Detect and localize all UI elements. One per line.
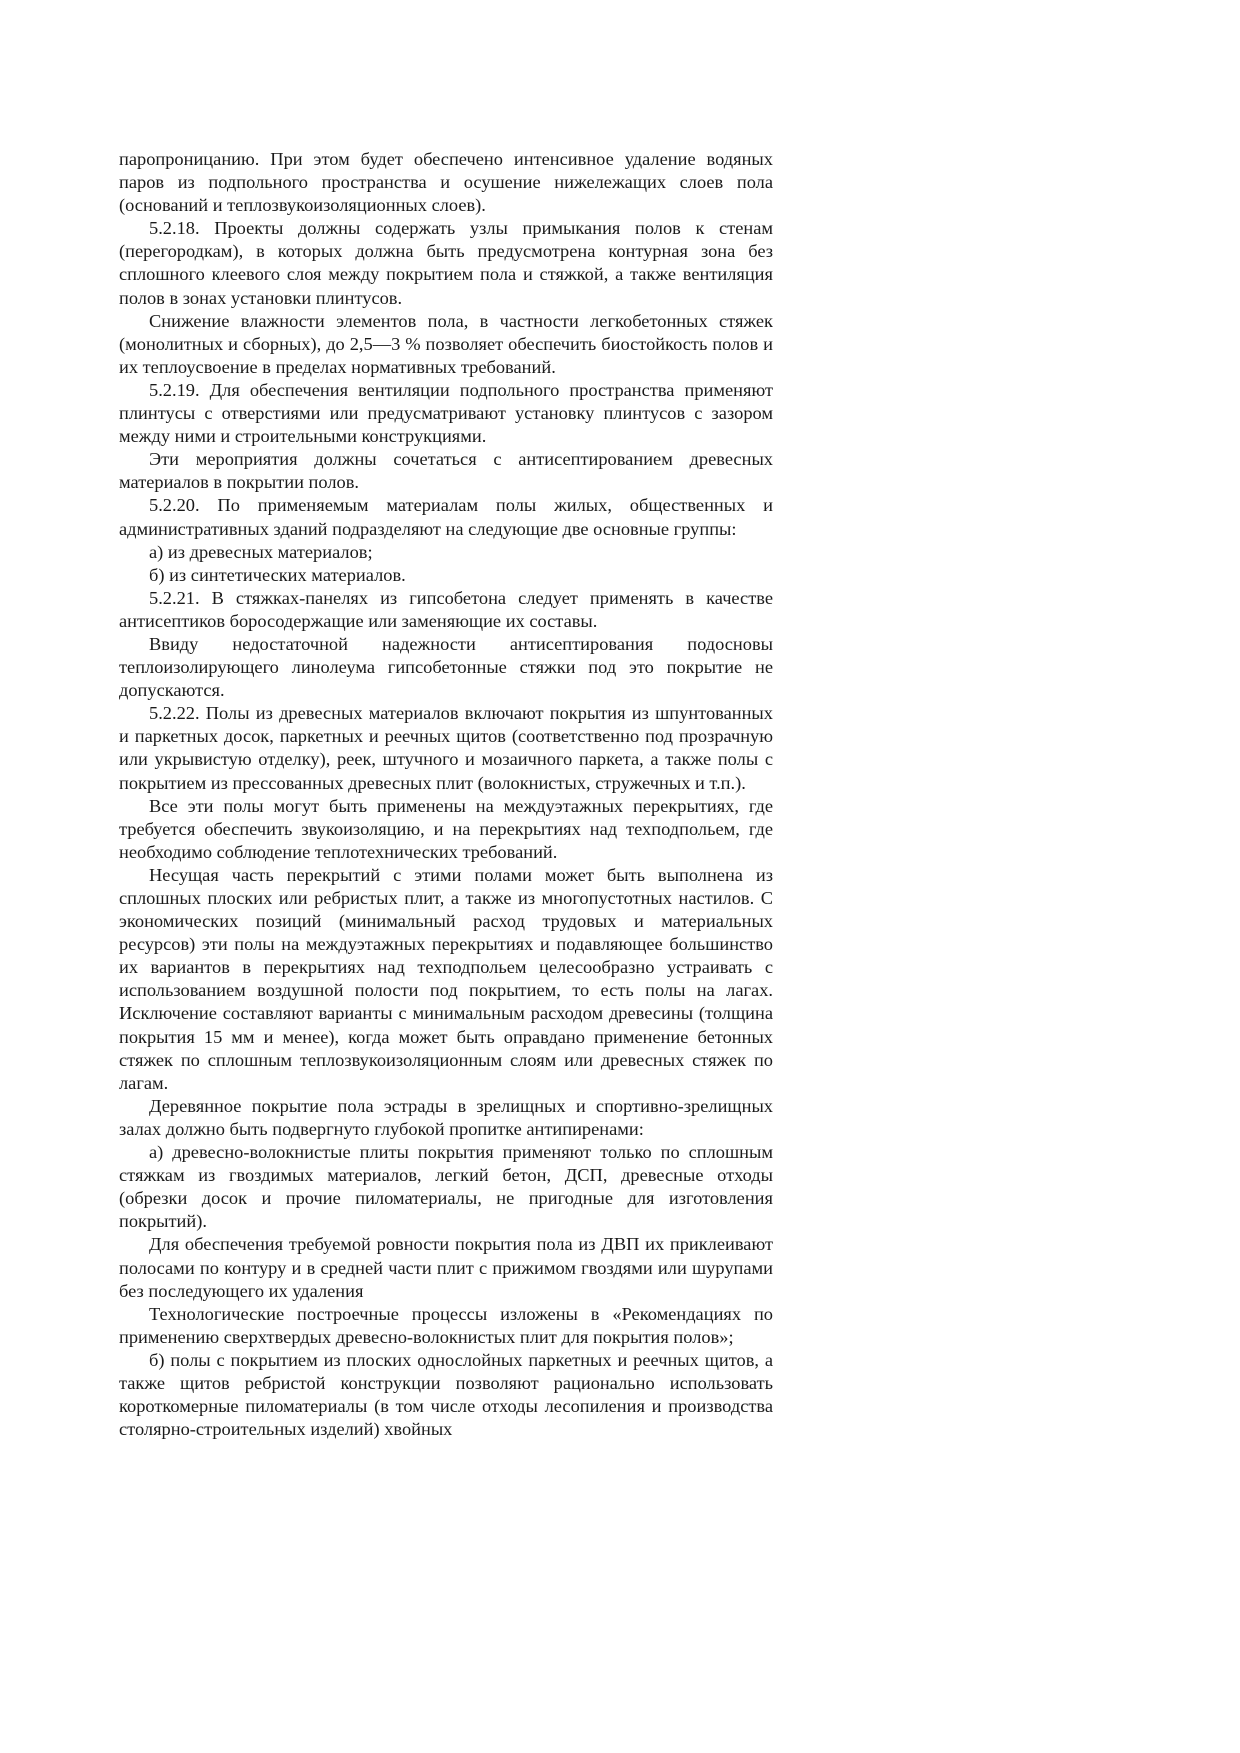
paragraph-recommendations: Технологические построечные процессы изложены в «Рекомендациях по применению сверхтвердых древесно-волокнистых плит для покрытия полов»; (119, 1303, 773, 1347)
list-item-wood-materials: а) из древесных материалов; (149, 541, 373, 562)
document-page (119, 148, 773, 1441)
paragraph-moisture-reduction: Снижение влажности элементов пола, в частности легкобетонных стяжек (монолитных и сборных), до 2,5—3 % позволяет обеспечить биостойкость полов и их теплоусвоение в пределах нормативных требований. (119, 310, 773, 377)
paragraph-5-2-20: 5.2.20. По применяемым материалам полы жилых, общественных и административных зданий подразделяют на следующие две основные группы: (119, 495, 773, 539)
paragraph-continuation: паропроницанию. При этом будет обеспечено интенсивное удаление водяных паров из подпольного пространства и осушение нижележащих слоев пола (оснований и теплозвукоизоляционных слоев). (119, 149, 773, 216)
paragraph-5-2-22: 5.2.22. Полы из древесных материалов включают покрытия из шпунтованных и паркетных досок, паркетных и реечных щитов (соответственно под прозрачную или укрывистую отделку), реек, штучного и мозаичного паркета, а также полы с покрытием из прессованных древесных плит (волокнистых, стружечных и т.п.). (119, 703, 773, 793)
list-item-parquet-panels: б) полы с покрытием из плоских однослойных паркетных и реечных щитов, а также щитов ребристой конструкции позволяют рационально использовать короткомерные пиломатериалы (в том числе отходы лесопиления и производства столярно-строительных изделий) хвойных (119, 1349, 773, 1440)
paragraph-load-bearing: Несущая часть перекрытий с этими полами может быть выполнена из сплошных плоских или ребристых плит, а также из многопустотных настилов. С экономических позиций (минимальный расход трудовых и материальных ресурсов) эти полы на междуэтажных перекрытиях и подавляющее большинство их вариантов в перекрытиях над техподпольем целесообразно устраивать с использованием воздушной полости под покрытием, то есть полы на лагах. Исключение составляют варианты с минимальным расходом древесины (толщина покрытия 15 мм и менее), когда может быть оправдано применение бетонных стяжек по сплошным теплозвукоизоляционным слоям или древесных стяжек по лагам. (119, 864, 773, 1093)
paragraph-5-2-18: 5.2.18. Проекты должны содержать узлы примыкания полов к стенам (перегородкам), в которых должна быть предусмотрена контурная зона без сплошного клеевого слоя между покрытием пола и стяжкой, а также вентиляция полов в зонах установки плинтусов. (119, 218, 773, 308)
paragraph-stage-flooring: Деревянное покрытие пола эстрады в зрелищных и спортивно-зрелищных залах должно быть подвергнуто глубокой пропитке антипиренами: (119, 1095, 773, 1139)
paragraph-fiberboard-gluing: Для обеспечения требуемой ровности покрытия пола из ДВП их приклеивают полосами по контуру и в средней части плит с прижимом гвоздями или шурупами без последующего их удаления (119, 1234, 773, 1301)
list-item-synthetic-materials: б) из синтетических материалов. (149, 564, 406, 585)
paragraph-antiseptic-measures: Эти мероприятия должны сочетаться с антисептированием древесных материалов в покрытии полов. (119, 449, 773, 493)
paragraph-5-2-19: 5.2.19. Для обеспечения вентиляции подпольного пространства применяют плинтусы с отверстиями или предусматривают установку плинтусов с зазором между ними и строительными конструкциями. (119, 379, 773, 447)
paragraph-gypsum-screeds: Ввиду недостаточной надежности антисептирования подосновы теплоизолирующего линолеума гипсобетонные стяжки под это покрытие не допускаются. (119, 633, 773, 701)
list-item-fiberboard: а) древесно-волокнистые плиты покрытия применяют только по сплошным стяжкам из гвоздимых материалов, легкий бетон, ДСП, древесные отходы (обрезки досок и прочие пиломатериалы, не пригодные для изготовления покрытий). (119, 1142, 773, 1232)
paragraph-5-2-21: 5.2.21. В стяжках-панелях из гипсобетона следует применять в качестве антисептиков боросодержащие или заменяющие их составы. (119, 587, 773, 631)
paragraph-floor-application: Все эти полы могут быть применены на междуэтажных перекрытиях, где требуется обеспечить звукоизоляцию, и на перекрытиях над техподпольем, где необходимо соблюдение теплотехнических требований. (119, 795, 773, 862)
